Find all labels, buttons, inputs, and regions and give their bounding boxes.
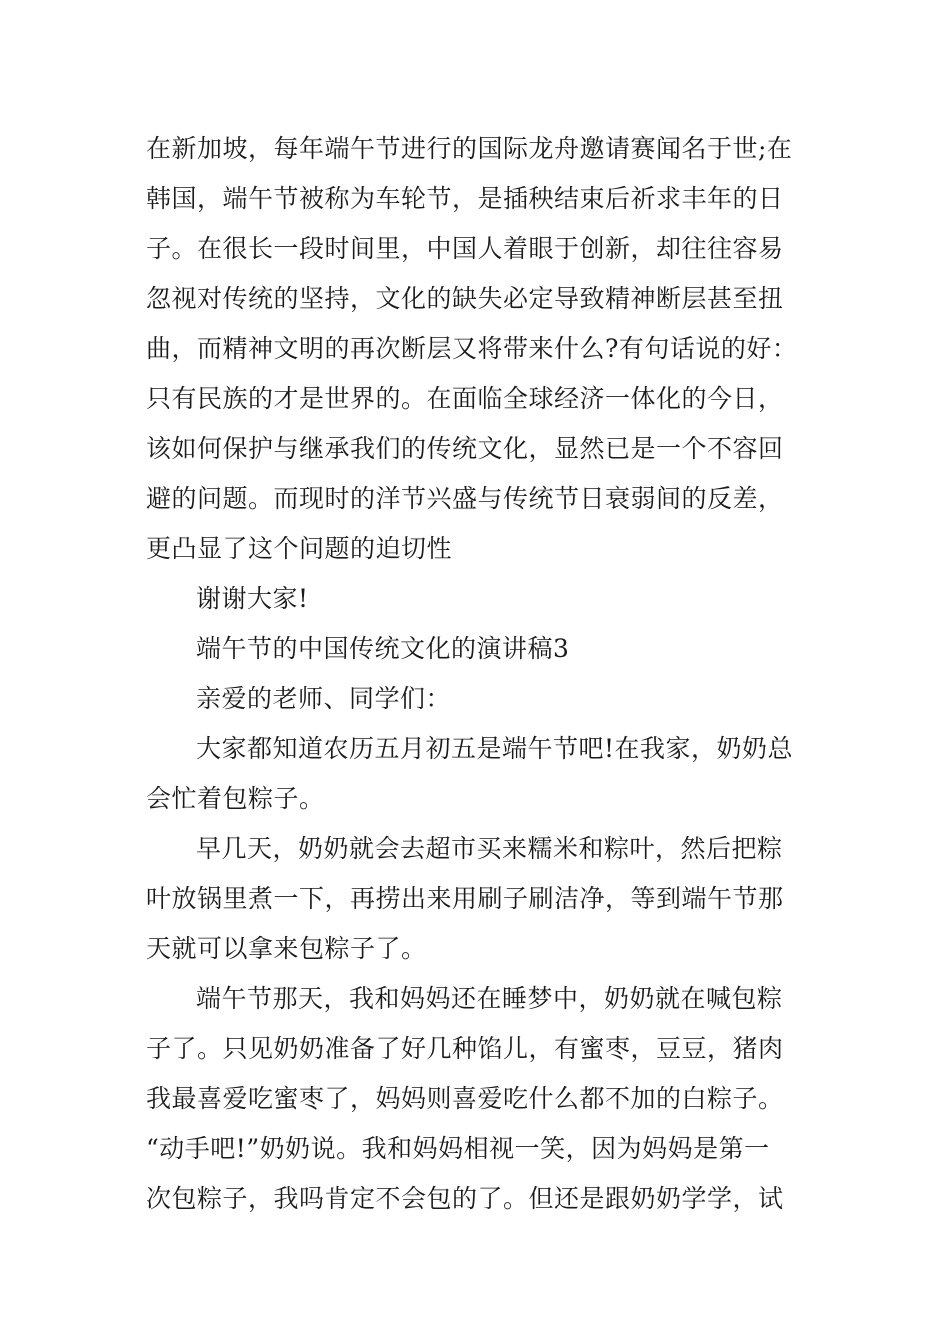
paragraph-line: 早几天，奶奶就会去超市买来糯米和粽叶，然后把粽: [196, 834, 783, 863]
paragraph-line: 叶放锅里煮一下，再捞出来用刷子刷洁净，等到端午节那: [146, 884, 784, 913]
paragraph-line: 只有民族的才是世界的。在面临全球经济一体化的今日，: [146, 384, 784, 413]
paragraph-line: 我最喜爱吃蜜枣了，妈妈则喜爱吃什么都不加的白粽子。: [146, 1084, 784, 1113]
paragraph-line: 子了。只见奶奶准备了好几种馅儿，有蜜枣，豆豆，猪肉: [146, 1034, 784, 1063]
paragraph-line: 端午节那天，我和妈妈还在睡梦中，奶奶就在喊包粽: [196, 984, 783, 1013]
paragraph-line: “动手吧!”奶奶说。我和妈妈相视一笑，因为妈妈是第一: [146, 1134, 770, 1163]
paragraph-line: 在新加坡，每年端午节进行的国际龙舟邀请赛闻名于世;在: [146, 134, 793, 163]
salutation: 亲爱的老师、同学们：: [196, 684, 452, 713]
paragraph-line: 忽视对传统的坚持，文化的缺失必定导致精神断层甚至扭: [146, 284, 784, 313]
paragraph-line: 子。在很长一段时间里，中国人着眼于创新，却往往容易: [146, 234, 784, 263]
paragraph-line: 更凸显了这个问题的迫切性: [146, 534, 453, 563]
paragraph-line: 避的问题。而现时的洋节兴盛与传统节日衰弱间的反差，: [146, 484, 784, 513]
paragraph-line: 次包粽子，我吗肯定不会包的了。但还是跟奶奶学学，试: [146, 1184, 784, 1213]
paragraph-line: 天就可以拿来包粽子了。: [146, 934, 427, 963]
section-title: 端午节的中国传统文化的演讲稿3: [196, 634, 570, 663]
paragraph-line: 该如何保护与继承我们的传统文化，显然已是一个不容回: [146, 434, 784, 463]
paragraph-line: 曲，而精神文明的再次断层又将带来什么?有句话说的好：: [146, 334, 798, 363]
paragraph-line: 会忙着包粽子。: [146, 784, 325, 813]
paragraph-line: 大家都知道农历五月初五是端午节吧!在我家，奶奶总: [196, 734, 794, 763]
paragraph-line: 韩国，端午节被称为车轮节，是插秧结束后祈求丰年的日: [146, 184, 784, 213]
closing-line: 谢谢大家!: [196, 584, 309, 613]
